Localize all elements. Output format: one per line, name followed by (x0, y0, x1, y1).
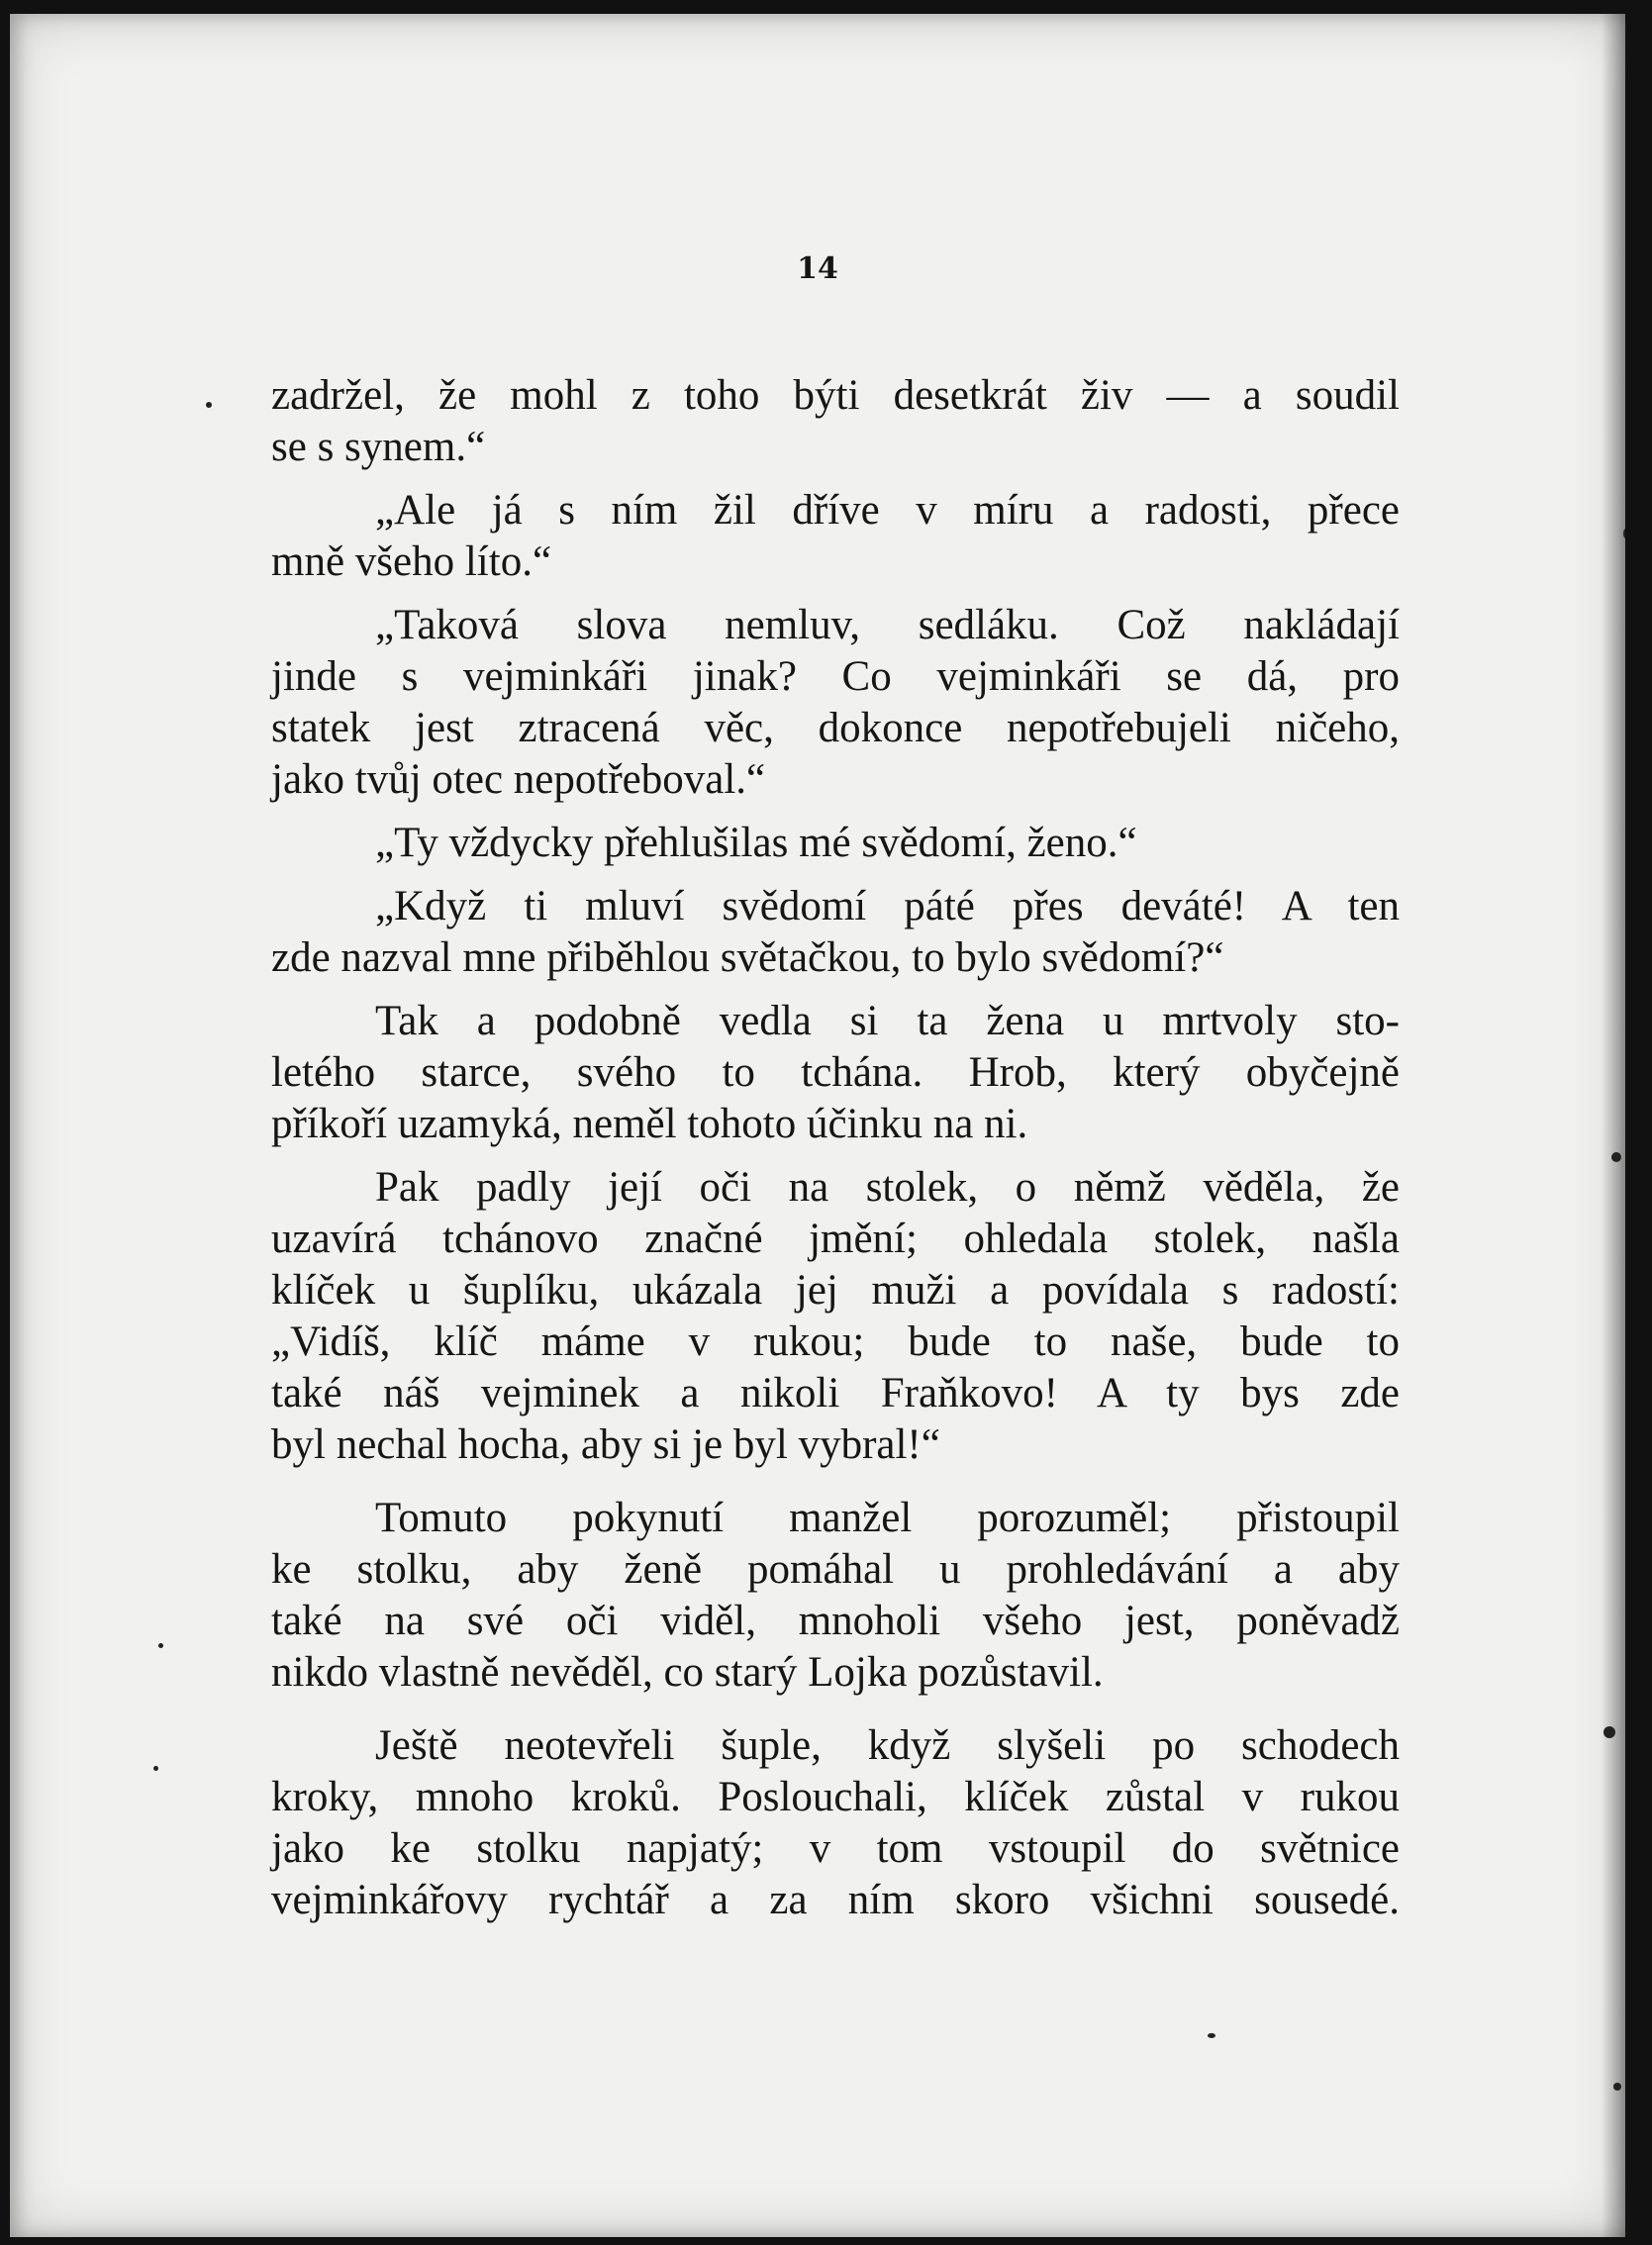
scan-speck (158, 1643, 163, 1648)
text-line: „Ale já s ním žil dříve v míru a radosti, přece (375, 487, 1400, 534)
paragraph (271, 370, 1400, 473)
text-line: také náš vejminek a nikoli Fraňkovo! A ty bys zde (271, 1370, 1400, 1416)
text-line: Tak a podobně vedla si ta žena u mrtvoly sto- (375, 998, 1400, 1044)
scan-speck (153, 1766, 158, 1771)
scan-speck (1611, 1152, 1621, 1162)
page-number: 14 (797, 251, 838, 286)
paragraph (271, 881, 1400, 984)
text-line: také na své oči viděl, mnoholi všeho jest, poněvadž (271, 1598, 1400, 1644)
paragraph (271, 996, 1400, 1150)
text-line: zde nazval mne přiběhlou světačkou, to bylo svědomí?“ (271, 934, 1224, 981)
body-text (271, 370, 1400, 1926)
paragraph (271, 1493, 1400, 1699)
text-line: kroky, mnoho kroků. Poslouchali, klíček zůstal v rukou (271, 1774, 1400, 1820)
paragraph (271, 1162, 1400, 1471)
paragraph (271, 1720, 1400, 1926)
page-edge-shadow (1602, 14, 1625, 2237)
text-line: statek jest ztracená věc, dokonce nepotřebujeli ničeho, (271, 705, 1400, 751)
scan-speck (1613, 2083, 1621, 2091)
text-line: jako ke stolku napjatý; v tom vstoupil do světnice (271, 1825, 1400, 1872)
scan-speck (1208, 2033, 1215, 2038)
text-line: ke stolku, aby ženě pomáhal u prohledávání a aby (271, 1546, 1400, 1593)
paragraph (271, 818, 1400, 869)
text-line: byl nechal hocha, aby si je byl vybral!“ (271, 1421, 940, 1468)
text-line: vejminkářovy rychtář a za ním skoro všichni sousedé. (271, 1877, 1400, 1923)
text-line: mně všeho líto.“ (271, 538, 552, 585)
scan-speck (1623, 529, 1625, 538)
text-line: nikdo vlastně nevěděl, co starý Lojka pozůstavil. (271, 1649, 1104, 1696)
text-line: jinde s vejminkáři jinak? Co vejminkáři se dá, pro (271, 653, 1400, 700)
scan-speck (206, 402, 212, 408)
paragraph (271, 600, 1400, 806)
paragraph (271, 485, 1400, 588)
text-line: „Když ti mluví svědomí páté přes deváté! A ten (375, 883, 1400, 929)
text-line: zadržel, že mohl z toho býti desetkrát živ — a soudil (271, 372, 1400, 419)
text-line: klíček u šuplíku, ukázala jej muži a povídala s radostí: (271, 1267, 1400, 1314)
scan-speck (1603, 1726, 1615, 1738)
text-line: Tomuto pokynutí manžel porozuměl; přistoupil (375, 1495, 1400, 1541)
text-line: Pak padly její oči na stolek, o němž věděla, že (375, 1164, 1400, 1211)
book-page (10, 14, 1625, 2237)
text-line: příkoří uzamyká, neměl tohoto účinku na ni. (271, 1101, 1028, 1147)
text-line: letého starce, svého to tchána. Hrob, který obyčejně (271, 1049, 1400, 1096)
text-line: „Ty vždycky přehlušilas mé svědomí, ženo.“ (375, 820, 1137, 866)
text-line: se s synem.“ (271, 424, 486, 470)
text-line: Ještě neotevřeli šuple, když slyšeli po schodech (375, 1722, 1400, 1769)
text-line: uzavírá tchánovo značné jmění; ohledala stolek, našla (271, 1216, 1400, 1262)
text-line: „Taková slova nemluv, sedláku. Což nakládají (375, 602, 1400, 648)
text-line: jako tvůj otec nepotřeboval.“ (271, 756, 766, 803)
text-line: „Vidíš, klíč máme v rukou; bude to naše, bude to (271, 1318, 1400, 1365)
